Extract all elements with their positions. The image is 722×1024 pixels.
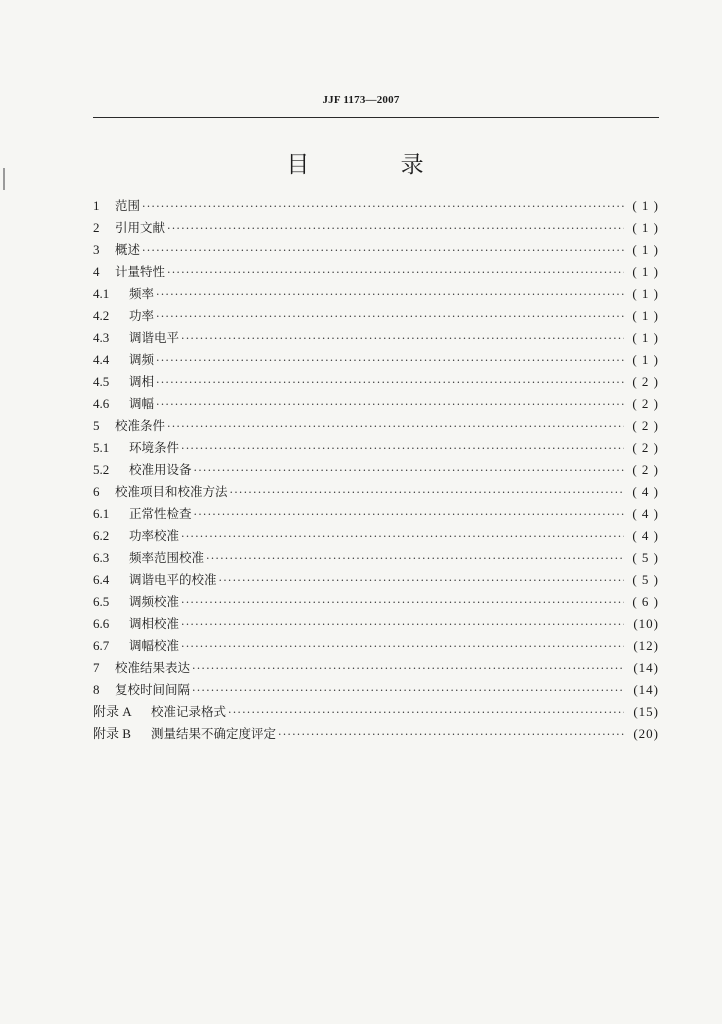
toc-entry-label: 频率	[129, 286, 155, 301]
toc-entry-number: 7	[93, 660, 100, 675]
toc-dot-leader	[167, 416, 624, 438]
toc-entry-label: 调幅校准	[129, 638, 180, 653]
toc-dot-leader	[156, 350, 624, 372]
toc-dot-leader	[156, 284, 624, 306]
toc-entry-number: 附录 B	[93, 726, 131, 741]
toc-entry-page: (14)	[633, 660, 659, 675]
toc-entry-label: 引用文献	[115, 220, 166, 235]
toc-entry-page: (12)	[633, 638, 659, 653]
toc-entry	[93, 613, 659, 635]
toc-entry-number: 3	[93, 242, 100, 257]
toc-entry	[93, 283, 659, 305]
toc-entry-page: ( 1 )	[632, 352, 659, 367]
toc-entry-number: 附录 A	[93, 704, 132, 719]
toc-entry	[93, 261, 659, 283]
toc-dot-leader	[142, 196, 624, 218]
toc-entry-number: 6.7	[93, 638, 110, 653]
toc-entry-label: 调谐电平的校准	[129, 572, 217, 587]
toc-entry-label: 调幅	[129, 396, 155, 411]
toc-entry-label: 调相	[129, 374, 155, 389]
toc-entry-label: 复校时间间隔	[115, 682, 191, 697]
toc-entry-number: 5	[93, 418, 100, 433]
toc-entry	[93, 459, 659, 481]
toc-entry-label: 概述	[115, 242, 141, 257]
toc-entry-label: 计量特性	[115, 264, 166, 279]
toc-dot-leader	[181, 328, 624, 350]
toc-entry-number: 4.5	[93, 374, 110, 389]
toc-dot-leader	[181, 438, 624, 460]
toc-entry-label: 功率	[129, 308, 155, 323]
toc-entry	[93, 635, 659, 657]
header-divider	[93, 117, 659, 118]
toc-entry	[93, 481, 659, 503]
toc-dot-leader	[142, 240, 624, 262]
toc-entry-number: 6.2	[93, 528, 110, 543]
toc-entry-label: 校准记录格式	[151, 704, 227, 719]
toc-entry	[93, 723, 659, 745]
toc-entry-page: ( 5 )	[632, 572, 659, 587]
toc-entry-number: 4.4	[93, 352, 110, 367]
toc-dot-leader	[192, 680, 624, 702]
toc-entry-number: 6.1	[93, 506, 110, 521]
toc-dot-leader	[181, 592, 624, 614]
toc-dot-leader	[192, 658, 624, 680]
toc-dot-leader	[278, 724, 624, 746]
toc-entry-label: 功率校准	[129, 528, 180, 543]
toc-entry-page: ( 1 )	[632, 242, 659, 257]
toc-entry	[93, 525, 659, 547]
toc-entry-page: ( 2 )	[632, 396, 659, 411]
document-code: JJF 1173—2007	[322, 94, 400, 106]
toc-entry-number: 6.6	[93, 616, 110, 631]
table-of-contents	[93, 195, 659, 745]
toc-entry-page: ( 2 )	[632, 374, 659, 389]
toc-entry-number: 6	[93, 484, 100, 499]
toc-entry	[93, 393, 659, 415]
toc-entry-number: 4	[93, 264, 100, 279]
toc-entry	[93, 327, 659, 349]
toc-dot-leader	[228, 702, 624, 724]
toc-entry	[93, 591, 659, 613]
toc-entry-page: ( 4 )	[632, 506, 659, 521]
toc-entry-number: 6.5	[93, 594, 110, 609]
toc-entry-number: 4.6	[93, 396, 110, 411]
toc-dot-leader	[156, 372, 624, 394]
toc-entry-page: ( 1 )	[632, 308, 659, 323]
toc-entry-page: (15)	[633, 704, 659, 719]
toc-entry-page: ( 1 )	[632, 198, 659, 213]
toc-entry-number: 4.3	[93, 330, 110, 345]
toc-entry	[93, 349, 659, 371]
toc-entry-label: 调频校准	[129, 594, 180, 609]
toc-entry	[93, 239, 659, 261]
toc-entry-label: 校准结果表达	[115, 660, 191, 675]
toc-entry-page: ( 1 )	[632, 220, 659, 235]
toc-entry-label: 范围	[115, 198, 141, 213]
toc-entry-label: 校准用设备	[129, 462, 192, 477]
toc-entry-page: (10)	[633, 616, 659, 631]
toc-dot-leader	[194, 460, 624, 482]
toc-entry	[93, 415, 659, 437]
toc-entry-page: ( 5 )	[632, 550, 659, 565]
toc-entry-number: 5.2	[93, 462, 110, 477]
toc-entry-page: ( 1 )	[632, 264, 659, 279]
toc-entry	[93, 701, 659, 723]
toc-entry-page: ( 6 )	[632, 594, 659, 609]
toc-entry-number: 1	[93, 198, 100, 213]
toc-entry-label: 校准条件	[115, 418, 166, 433]
toc-entry-label: 正常性检查	[129, 506, 192, 521]
toc-dot-leader	[206, 548, 624, 570]
toc-entry-page: ( 1 )	[632, 286, 659, 301]
toc-entry-number: 5.1	[93, 440, 110, 455]
toc-entry-number: 8	[93, 682, 100, 697]
toc-dot-leader	[181, 526, 624, 548]
toc-entry-label: 频率范围校准	[129, 550, 205, 565]
toc-entry-page: ( 4 )	[632, 484, 659, 499]
toc-entry	[93, 195, 659, 217]
toc-entry-page: (20)	[633, 726, 659, 741]
toc-entry	[93, 679, 659, 701]
toc-dot-leader	[194, 504, 624, 526]
toc-entry	[93, 503, 659, 525]
toc-entry-page: (14)	[633, 682, 659, 697]
toc-entry-label: 测量结果不确定度评定	[151, 726, 277, 741]
toc-dot-leader	[167, 262, 624, 284]
toc-entry-page: ( 2 )	[632, 440, 659, 455]
toc-dot-leader	[181, 636, 624, 658]
toc-dot-leader	[156, 306, 624, 328]
toc-entry-page: ( 4 )	[632, 528, 659, 543]
toc-dot-leader	[219, 570, 624, 592]
toc-entry-page: ( 2 )	[632, 462, 659, 477]
toc-dot-leader	[156, 394, 624, 416]
toc-entry-label: 调频	[129, 352, 155, 367]
toc-entry-label: 调相校准	[129, 616, 180, 631]
toc-entry-number: 4.1	[93, 286, 110, 301]
toc-entry-page: ( 1 )	[632, 330, 659, 345]
toc-entry	[93, 437, 659, 459]
toc-dot-leader	[181, 614, 624, 636]
toc-entry-number: 4.2	[93, 308, 110, 323]
toc-entry-number: 2	[93, 220, 100, 235]
toc-entry	[93, 305, 659, 327]
toc-entry-label: 环境条件	[129, 440, 180, 455]
toc-entry	[93, 569, 659, 591]
toc-entry-page: ( 2 )	[632, 418, 659, 433]
toc-entry-number: 6.4	[93, 572, 110, 587]
toc-dot-leader	[230, 482, 624, 504]
toc-entry	[93, 217, 659, 239]
toc-entry-number: 6.3	[93, 550, 110, 565]
toc-entry	[93, 657, 659, 679]
toc-dot-leader	[167, 218, 624, 240]
toc-entry-label: 校准项目和校准方法	[115, 484, 228, 499]
toc-title: 目 录	[286, 152, 466, 178]
toc-entry	[93, 371, 659, 393]
toc-entry-label: 调谐电平	[129, 330, 180, 345]
toc-entry	[93, 547, 659, 569]
